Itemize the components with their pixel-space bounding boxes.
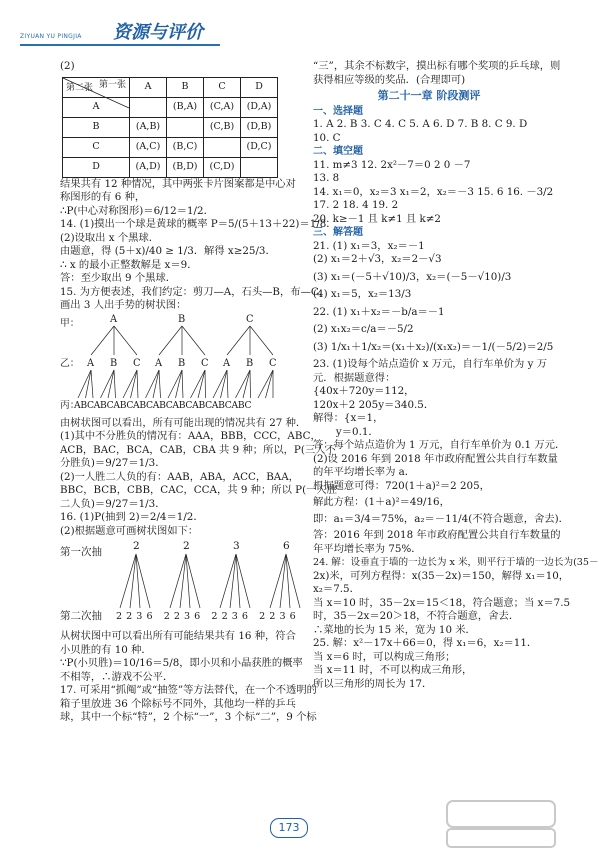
text-line: 小贝胜的有 10 种． xyxy=(60,643,152,656)
text-line: 根据题意可得：720(1＋a)²＝2 205， xyxy=(313,479,490,492)
text-line: 解此方程：(1＋a)²＝49/16， xyxy=(313,496,450,508)
tree2-branch xyxy=(120,554,136,608)
text-line: ACB，BAC，BCA，CAB，CBA 共 9 种；所以，P(三人不 xyxy=(60,443,336,456)
text-line: ∴ x 的最小正整数解是 x＝9． xyxy=(60,258,198,271)
table-cell: (D,C) xyxy=(241,137,278,157)
text-line: ∵P(小贝胜)＝10/16＝5/8，即小贝和小晶获胜的概率 xyxy=(60,657,303,669)
text-line: BBC，BCB，CBB，CAC，CCA，共 9 种；所以 P(一人胜 xyxy=(60,484,337,496)
text-line: 120x＋2 205y＝340.5． xyxy=(313,398,435,411)
text-line: 2x)米，可列方程得：x(35－2x)＝150，解得 x₁＝10， xyxy=(313,569,570,582)
tree-branch xyxy=(101,370,115,398)
table-cell: (D,A) xyxy=(241,97,278,117)
tree-branch xyxy=(205,370,206,398)
text-line: 称图形的有 6 种， xyxy=(60,191,146,203)
col-header: D xyxy=(241,77,278,97)
table-cell: (A,D) xyxy=(130,157,167,177)
tree-node: C xyxy=(246,313,254,325)
row-header: D xyxy=(63,157,130,177)
tree-label-jia: 甲： xyxy=(60,317,80,329)
tree-branch xyxy=(250,370,251,398)
table-cell: (A,C) xyxy=(130,137,167,157)
text-line: 25. 解：x²－17x＋66＝0，得 x₁＝6，x₂＝11． xyxy=(313,637,538,649)
row-header: C xyxy=(63,137,130,157)
text-line: “三”，其余不标数字，摸出标有哪个奖项的乒乓球，则 xyxy=(313,60,561,72)
tree-node: A xyxy=(87,357,95,369)
tree-branch xyxy=(114,326,137,355)
page-number: 173 xyxy=(270,818,308,838)
tree-branch xyxy=(236,370,251,398)
tree-node: A xyxy=(223,357,231,369)
tree-node: B xyxy=(246,357,254,369)
tree2-node: 2 xyxy=(133,540,140,552)
text-line: 15. 为方便表述，我们约定：剪刀—A，石头—B，布—C， xyxy=(60,285,330,298)
watermark-logo xyxy=(445,795,557,851)
text-line: (1)其中不分胜负的情况有：AAA，BBB，CCC，ABC， xyxy=(60,430,321,442)
text-line: 元．根据题意得： xyxy=(313,371,396,384)
table-cell: (C,D) xyxy=(204,157,241,177)
tree2-node: 6 xyxy=(283,540,290,552)
tree-label-bing: 丙： xyxy=(60,399,80,411)
right-column xyxy=(313,60,599,691)
tree2-branch xyxy=(130,554,136,608)
text-line: (3) x₁＝(－5＋√10)/3，x₂＝(－5－√10)/3 xyxy=(313,270,512,283)
tree-node: B xyxy=(110,357,118,369)
text-line: 由树状图可以看出，所有可能出现的情况共有 27 种． xyxy=(60,416,307,429)
text-line: 13. 8 xyxy=(313,172,340,184)
text-line: 分胜负)＝9/27＝1/3． xyxy=(60,457,166,469)
tree-node: B xyxy=(178,357,186,369)
text-line: 年平均增长率为 75%． xyxy=(313,542,422,555)
tree-diagram-rps xyxy=(60,313,300,417)
text-line: 答：2016 年到 2018 年市政府配置公共自行车数量的 xyxy=(313,529,561,541)
text-line: y＝0.1． xyxy=(313,425,379,438)
tree-branch xyxy=(227,326,250,355)
text-line: 不相等，∴游戏不公平． xyxy=(60,670,174,683)
text-line: 17. 可采用“抓阄”或“抽签”等方法替代，在一个不透明的 xyxy=(60,684,317,696)
table-cell: (A,B) xyxy=(130,117,167,137)
table-cell: (B,A) xyxy=(167,97,204,117)
tree-label-yi: 乙： xyxy=(60,357,80,369)
tree-branch xyxy=(250,326,273,355)
text-line: 答：至少取出 9 个黑球． xyxy=(60,272,177,284)
tree2-node: 3 xyxy=(233,540,240,552)
section-heading: 二、填空题 xyxy=(313,146,363,157)
tree-branch xyxy=(153,370,159,398)
tree-leaves: ABCABCABCABCABCABCABCABCABC xyxy=(74,399,252,411)
tree-node: A xyxy=(110,313,118,325)
col-header: C xyxy=(204,77,241,97)
header-latin: ZIYUAN YU PINGJIA xyxy=(20,33,82,40)
text-line: 箱子里放进 36 个除标号不同外，其他均一样的乒乓 xyxy=(60,697,296,710)
col-header: A xyxy=(130,77,167,97)
tree-branch xyxy=(159,370,161,398)
tree-node: C xyxy=(201,357,209,369)
tree-branch xyxy=(159,326,182,355)
table-cell: (C,A) xyxy=(204,97,241,117)
tree2-leaves: 2 2 3 6 2 2 3 6 2 2 3 6 2 2 3 6 xyxy=(116,611,297,622)
tree-branch xyxy=(266,370,274,398)
text-line: 答：每个站点造价为 1 万元，自行车单价为 0.1 万元． xyxy=(313,439,566,451)
tree2-branch xyxy=(180,554,186,608)
tree2-node: 2 xyxy=(183,540,190,552)
tree-branch xyxy=(168,370,182,398)
tree-branch xyxy=(137,370,138,398)
text-line: 画出 3 人出手势的树状图： xyxy=(60,299,187,311)
corner-top-label: 第一张 xyxy=(98,79,126,90)
text-line: (2) xyxy=(60,60,75,72)
tree2-branch xyxy=(270,554,286,608)
header-title: 资源与评价 xyxy=(113,22,203,43)
tree-node: B xyxy=(178,313,186,325)
text-line: 24. 解：设垂直于墙的一边长为 x 米，则平行于墙的一边长为(35－ xyxy=(313,557,599,568)
table-cell: (D,B) xyxy=(241,117,278,137)
text-line: (3) 1/x₁＋1/x₂＝(x₁＋x₂)/(x₁x₂)＝－1/(－5/2)＝2/5 xyxy=(313,340,554,353)
tree-branch xyxy=(198,370,205,398)
tree-branch xyxy=(108,370,114,398)
tree-branch xyxy=(227,370,228,398)
text-line: 1. A 2. B 3. C 4. C 5. A 6. D 7. B 8. C 9. D xyxy=(313,118,528,130)
row-header: A xyxy=(63,97,130,117)
text-line: 获得相应等级的奖品．(合理即可) xyxy=(313,73,466,86)
col-header: B xyxy=(167,77,204,97)
tree2-first-label: 第一次抽 xyxy=(60,546,102,558)
text-line: 14. (1)摸出一个球是黄球的概率 P＝5/(5＋13＋22)＝1/8． xyxy=(60,218,337,230)
section-heading: 一、选择题 xyxy=(313,105,363,117)
text-line: 23. (1)设每个站点造价 x 万元，自行车单价为 y 万 xyxy=(313,358,547,370)
text-line: 21. (1) x₁＝3，x₂＝－1 xyxy=(313,239,425,252)
tree-branch xyxy=(176,370,183,398)
table-cell xyxy=(130,97,167,117)
text-line: (2)设 2016 年到 2018 年市政府配置公共自行车数量 xyxy=(313,452,558,465)
text-line: (2)设取出 x 个黑球． xyxy=(60,231,160,244)
chapter-heading: 第二十一章 阶段测评 xyxy=(377,89,481,102)
tree-branch xyxy=(182,370,183,398)
text-line: 当 x＝6 时，可以构成三角形； xyxy=(313,650,456,663)
page-header xyxy=(0,0,563,60)
text-line: 球，其中一个标“特”，2 个标“一”，3 个标“二”，9 个标 xyxy=(60,711,317,723)
section-heading: 三、解答题 xyxy=(313,227,363,238)
table-cell: (B,D) xyxy=(167,157,204,177)
text-line: 14. x₁＝0，x₂＝3 x₁＝2，x₂＝－3 15. 6 16. －3/2 xyxy=(313,185,554,198)
text-line: x₂＝7.5． xyxy=(313,583,360,595)
tree-branch xyxy=(78,370,91,398)
table-cell xyxy=(204,137,241,157)
table-cell: (C,B) xyxy=(204,117,241,137)
tree-branch xyxy=(131,370,138,398)
table-cell xyxy=(167,117,204,137)
text-line: 16. (1)P(抽到 2)＝2/4＝1/2． xyxy=(60,511,204,523)
tree2-branch xyxy=(170,554,186,608)
text-line: 即：a₁＝3/4＝75%，a₂＝－11/4(不符合题意，舍去)． xyxy=(313,512,569,525)
text-line: 22. (1) x₁＋x₂＝－b/a＝－1 xyxy=(313,305,445,318)
table-cell: (B,C) xyxy=(167,137,204,157)
corner-bottom-label: 第二张 xyxy=(66,83,94,93)
text-line: 二人负)＝9/27＝1/3． xyxy=(60,497,166,510)
text-line: 时，35－2x＝20＞18，不符合题意，舍去． xyxy=(313,610,520,622)
tree-branch xyxy=(146,370,160,398)
tree2-branch xyxy=(230,554,236,608)
text-line: ∴菜地的长为 15 米，宽为 10 米． xyxy=(313,623,476,636)
text-line: 当 x＝11 时，不可以构成三角形， xyxy=(313,664,473,676)
tree-node: A xyxy=(155,357,163,369)
text-line: (2) x₁x₂＝c/a＝－5/2 xyxy=(313,323,414,335)
text-line: 所以三角形的周长为 17． xyxy=(313,677,433,690)
tree-branch xyxy=(182,326,205,355)
tree-branch xyxy=(91,326,114,355)
text-line: (4) x₁＝5，x₂＝13/3 xyxy=(313,288,412,300)
tree-branch xyxy=(221,370,228,398)
tree2-second-label: 第二次抽 xyxy=(60,610,102,622)
text-line: (2)根据题意可画树状图如下： xyxy=(60,524,199,537)
tree-branch xyxy=(123,370,137,398)
tree-diagram-draws xyxy=(60,538,300,630)
tree-branch xyxy=(86,370,92,398)
text-line: 17. 2 18. 4 19. 2 xyxy=(313,199,399,211)
text-line: 结果共有 12 种情况，其中两张卡片图案都是中心对 xyxy=(60,177,296,190)
table-corner xyxy=(63,77,130,97)
header-rule xyxy=(20,44,220,46)
text-line: {40x＋720y＝112， xyxy=(313,385,415,397)
tree2-branch xyxy=(280,554,286,608)
text-line: 解得：{x＝1， xyxy=(313,412,384,424)
text-line: 从树状图中可以看出所有可能结果共有 16 种，符合 xyxy=(60,630,296,642)
text-line: 10. C xyxy=(313,131,341,144)
text-line: (2)一人胜二人负的有：AAB，ABA，ACC，BAA， xyxy=(60,470,299,483)
text-line: (2) x₁＝2＋√3，x₂＝2－√3 xyxy=(313,253,442,265)
text-line: ∴P(中心对称图形)＝6/12＝1/2． xyxy=(60,204,214,217)
tree-branch xyxy=(114,370,116,398)
tree-branch xyxy=(91,370,93,398)
tree2-branch xyxy=(220,554,236,608)
tree-branch xyxy=(191,370,206,398)
text-line: 11. m≠3 12. 2x²－7＝0 2 0 －7 xyxy=(313,158,471,171)
text-line: 由题意，得 (5＋x)/40 ≥ 1/3．解得 x≥25/3． xyxy=(60,245,276,257)
tree-node: C xyxy=(133,357,141,369)
text-line: 当 x＝10 时，35－2x＝15＜18，符合题意；当 x＝7.5 xyxy=(313,596,571,609)
text-line: 20. k≥－1 且 k≠1 且 k≠2 xyxy=(313,212,441,225)
tree-branch xyxy=(213,370,227,398)
row-header: B xyxy=(63,117,130,137)
tree-branch xyxy=(243,370,250,398)
tree-node: C xyxy=(269,357,277,369)
tree-branch xyxy=(258,370,273,398)
table-cell xyxy=(241,157,278,177)
text-line: 的年平均增长率为 a． xyxy=(313,466,416,478)
card-table xyxy=(62,77,278,178)
